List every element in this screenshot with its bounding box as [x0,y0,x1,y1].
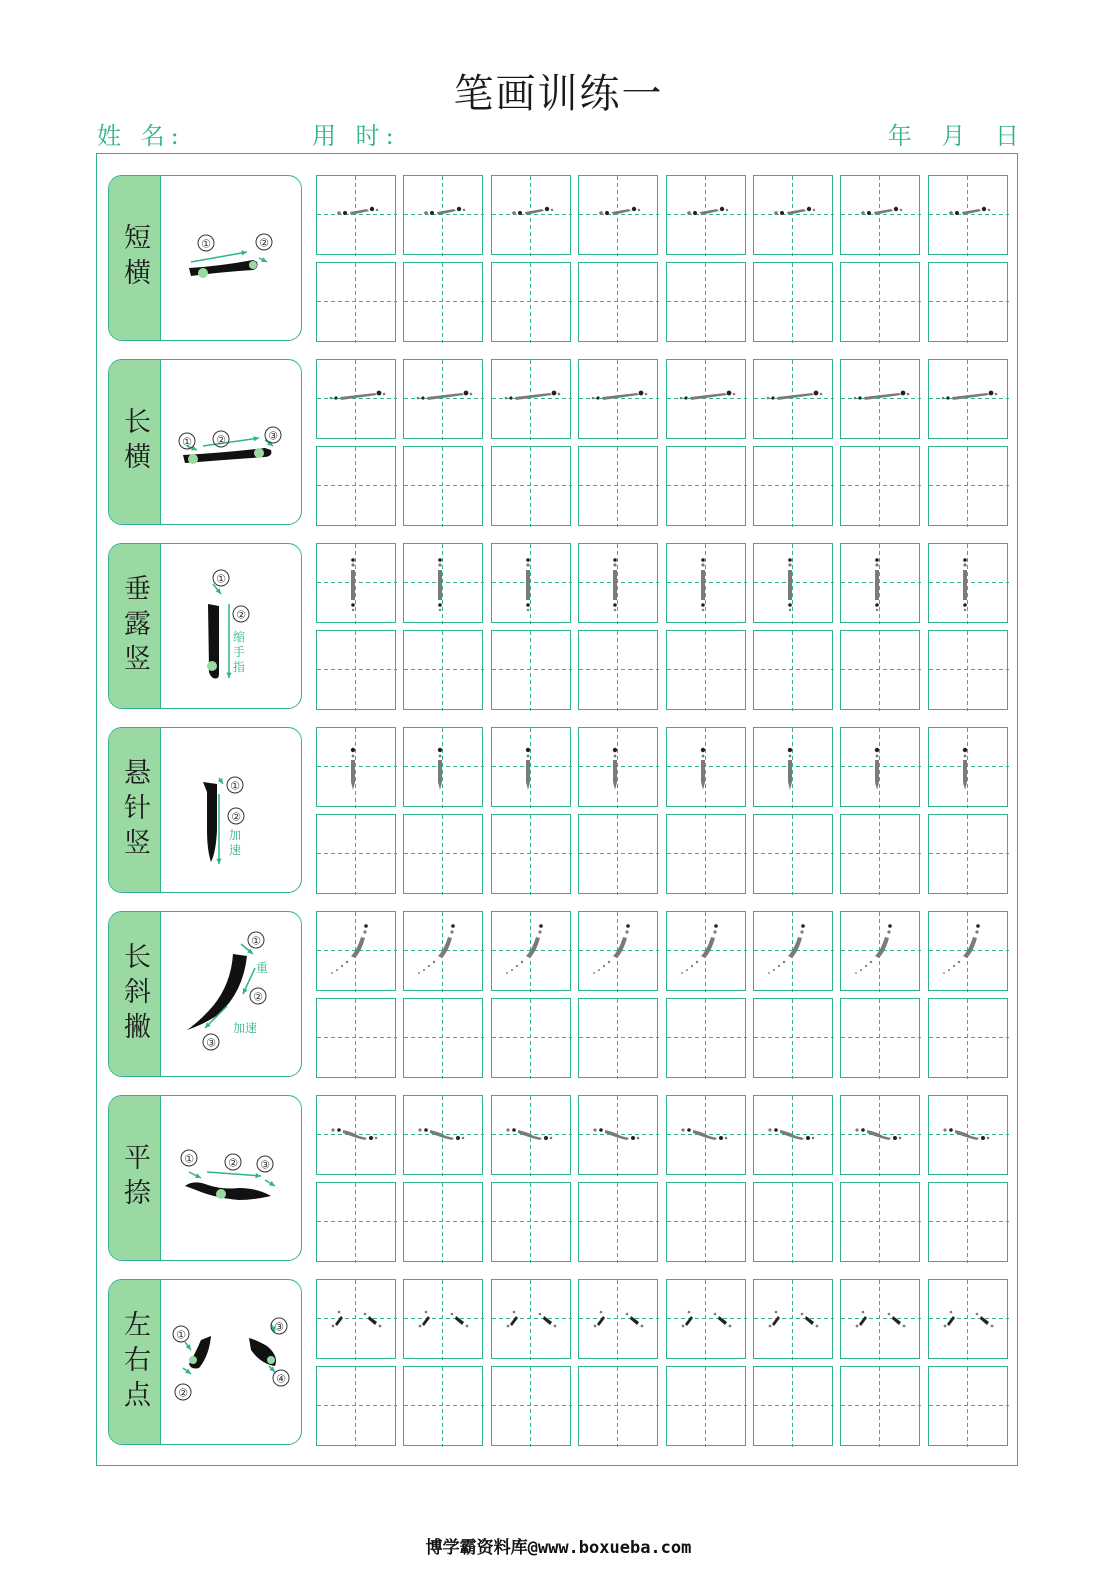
svg-text:②: ② [178,1386,188,1400]
writing-cell[interactable] [403,262,483,342]
tracing-cell[interactable] [840,1279,920,1359]
svg-text:加速: 加速 [233,1021,258,1035]
stroke-name-label [109,544,161,708]
tracing-cell[interactable] [753,1095,833,1175]
practice-row [108,911,1008,1079]
svg-text:②: ② [228,1156,238,1170]
tracing-cell[interactable] [403,1095,483,1175]
stroke-name: 悬针竖 [119,757,150,863]
svg-text:①: ① [182,435,192,449]
writing-cell[interactable] [403,814,483,894]
writing-cell[interactable] [840,1366,920,1446]
writing-cell[interactable] [666,814,746,894]
tracing-cell[interactable] [753,543,833,623]
svg-text:③: ③ [260,1158,270,1172]
writing-cell[interactable] [666,630,746,710]
writing-cell[interactable] [928,446,1008,526]
writing-cell[interactable] [840,630,920,710]
stroke-card [108,543,302,709]
tracing-cell[interactable] [316,1095,396,1175]
svg-text:③: ③ [206,1036,216,1050]
tracing-cell[interactable] [666,1095,746,1175]
svg-text:指: 指 [233,660,246,674]
writing-cell[interactable] [403,1182,483,1262]
writing-cell[interactable] [666,998,746,1078]
writing-cell[interactable] [403,1366,483,1446]
writing-cell[interactable] [753,998,833,1078]
writing-cell[interactable] [316,1366,396,1446]
tracing-cell[interactable] [403,359,483,439]
svg-text:①: ① [230,779,240,793]
stroke-name: 垂露竖 [119,573,150,679]
tracing-cell[interactable] [491,911,571,991]
tracing-cell[interactable] [491,543,571,623]
writing-cell[interactable] [578,998,658,1078]
svg-text:①: ① [251,934,261,948]
writing-cell[interactable] [928,1366,1008,1446]
tracing-cell[interactable] [840,911,920,991]
tracing-cell[interactable] [666,359,746,439]
stroke-demo-icon [161,1096,301,1260]
svg-text:①: ① [184,1152,194,1166]
writing-cell[interactable] [491,630,571,710]
practice-row [108,727,1008,895]
writing-cell[interactable] [578,446,658,526]
writing-cell[interactable] [753,630,833,710]
practice-row [108,359,1008,527]
svg-text:①: ① [176,1328,186,1342]
svg-text:缩: 缩 [233,630,246,644]
stroke-name-label [109,1096,161,1260]
tracing-cell[interactable] [491,359,571,439]
writing-cell[interactable] [753,814,833,894]
writing-cell[interactable] [666,446,746,526]
svg-text:③: ③ [268,429,278,443]
writing-cell[interactable] [316,814,396,894]
tracing-cell[interactable] [578,1095,658,1175]
writing-cell[interactable] [491,814,571,894]
stroke-demo-icon [161,912,301,1076]
stroke-demo-icon [161,360,301,524]
tracing-cell[interactable] [753,1279,833,1359]
writing-cell[interactable] [491,262,571,342]
writing-cell[interactable] [840,262,920,342]
stroke-name: 短横 [119,223,150,293]
writing-cell[interactable] [403,630,483,710]
stroke-name: 长横 [119,407,150,477]
svg-text:重: 重 [256,961,269,975]
practice-row [108,1279,1008,1447]
tracing-cell[interactable] [578,359,658,439]
writing-cell[interactable] [840,998,920,1078]
tracing-cell[interactable] [403,1279,483,1359]
tracing-cell[interactable] [928,911,1008,991]
writing-cell[interactable] [491,1366,571,1446]
tracing-cell[interactable] [491,1095,571,1175]
stroke-name-label [109,912,161,1076]
stroke-name: 平捺 [119,1143,150,1213]
tracing-cell[interactable] [491,1279,571,1359]
stroke-card [108,359,302,525]
tracing-cell[interactable] [316,1279,396,1359]
writing-cell[interactable] [403,998,483,1078]
footer-watermark: 博学霸资料库@www.boxueba.com [425,1538,692,1558]
page-title: 笔画训练一 [453,71,664,117]
writing-cell[interactable] [753,446,833,526]
practice-row [108,543,1008,711]
stroke-name: 长斜撇 [119,941,150,1047]
svg-text:④: ④ [276,1372,286,1386]
tracing-cell[interactable] [403,543,483,623]
stroke-card [108,727,302,893]
tracing-cell[interactable] [578,911,658,991]
practice-row [108,1095,1008,1263]
tracing-cell[interactable] [840,1095,920,1175]
stroke-name-label [109,360,161,524]
writing-cell[interactable] [928,262,1008,342]
svg-text:①: ① [216,572,226,586]
tracing-cell[interactable] [753,175,833,255]
writing-cell[interactable] [928,814,1008,894]
writing-cell[interactable] [316,998,396,1078]
practice-row [108,175,1008,343]
tracing-cell[interactable] [316,359,396,439]
tracing-cell[interactable] [928,1279,1008,1359]
writing-cell[interactable] [403,446,483,526]
tracing-cell[interactable] [666,175,746,255]
tracing-cell[interactable] [928,543,1008,623]
tracing-cell[interactable] [578,1279,658,1359]
writing-cell[interactable] [491,1182,571,1262]
svg-text:①: ① [201,237,211,251]
tracing-cell[interactable] [403,727,483,807]
stroke-name-label [109,728,161,892]
tracing-cell[interactable] [578,727,658,807]
stroke-demo-icon [161,728,301,892]
writing-cell[interactable] [491,446,571,526]
tracing-cell[interactable] [753,911,833,991]
date-field-label [866,116,1019,151]
svg-text:速: 速 [229,843,242,857]
month-label: 月 [941,122,966,150]
writing-cell[interactable] [840,814,920,894]
stroke-card [108,1095,302,1261]
tracing-cell[interactable] [578,543,658,623]
tracing-cell[interactable] [928,727,1008,807]
writing-cell[interactable] [578,630,658,710]
tracing-cell[interactable] [753,359,833,439]
tracing-cell[interactable] [666,1279,746,1359]
tracing-cell[interactable] [666,911,746,991]
svg-text:手: 手 [233,645,246,659]
writing-cell[interactable] [840,1182,920,1262]
tracing-cell[interactable] [753,727,833,807]
tracing-cell[interactable] [840,359,920,439]
stroke-card [108,911,302,1077]
tracing-cell[interactable] [840,175,920,255]
stroke-card [108,175,302,341]
tracing-cell[interactable] [316,911,396,991]
writing-cell[interactable] [491,998,571,1078]
stroke-name: 左右点 [119,1309,150,1415]
tracing-cell[interactable] [666,543,746,623]
writing-cell[interactable] [316,446,396,526]
writing-cell[interactable] [316,630,396,710]
tracing-cell[interactable] [666,727,746,807]
writing-cell[interactable] [928,1182,1008,1262]
writing-cell[interactable] [840,446,920,526]
tracing-cell[interactable] [840,727,920,807]
svg-text:②: ② [231,810,241,824]
svg-text:②: ② [216,433,226,447]
tracing-cell[interactable] [928,175,1008,255]
tracing-cell[interactable] [316,727,396,807]
year-label: 年 [887,122,912,150]
svg-text:②: ② [236,608,246,622]
writing-cell[interactable] [578,1366,658,1446]
tracing-cell[interactable] [491,175,571,255]
stroke-name-label [109,176,161,340]
svg-text:加: 加 [229,828,242,842]
writing-cell[interactable] [666,1182,746,1262]
stroke-card [108,1279,302,1445]
name-field-label: 姓 名: [97,122,185,150]
writing-cell[interactable] [753,1366,833,1446]
writing-cell[interactable] [578,262,658,342]
writing-cell[interactable] [753,1182,833,1262]
tracing-cell[interactable] [928,1095,1008,1175]
tracing-cell[interactable] [316,543,396,623]
tracing-cell[interactable] [928,359,1008,439]
day-label: 日 [995,122,1019,150]
tracing-cell[interactable] [491,727,571,807]
svg-text:③: ③ [274,1320,284,1334]
svg-text:②: ② [259,236,269,250]
tracing-cell[interactable] [316,175,396,255]
time-field-label: 用 时: [312,122,400,150]
writing-cell[interactable] [578,814,658,894]
writing-cell[interactable] [578,1182,658,1262]
tracing-cell[interactable] [840,543,920,623]
stroke-name-label [109,1280,161,1444]
svg-text:②: ② [253,990,263,1004]
tracing-cell[interactable] [403,175,483,255]
stroke-demo-icon [161,544,301,708]
tracing-cell[interactable] [403,911,483,991]
writing-cell[interactable] [666,1366,746,1446]
stroke-demo-icon [161,176,301,340]
writing-cell[interactable] [928,998,1008,1078]
writing-cell[interactable] [316,1182,396,1262]
stroke-demo-icon [161,1280,301,1444]
tracing-cell[interactable] [578,175,658,255]
writing-cell[interactable] [753,262,833,342]
writing-cell[interactable] [666,262,746,342]
writing-cell[interactable] [928,630,1008,710]
writing-cell[interactable] [316,262,396,342]
